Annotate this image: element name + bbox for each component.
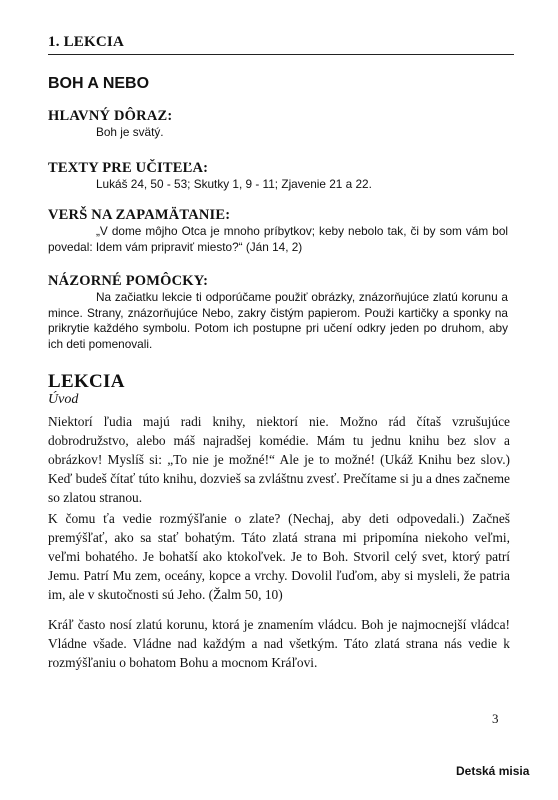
emphasis-heading: HLAVNÝ DÔRAZ: — [48, 108, 173, 124]
teacher-texts-text: Lukáš 24, 50 - 53; Skutky 1, 9 - 11; Zjavenie 21 a 22. — [96, 177, 372, 191]
lesson-heading: LEKCIA — [48, 371, 125, 392]
visual-aids-text: Na začiatku lekcie ti odporúčame použiť obrázky, znázorňujúce zlatú korunu a mince. Strany, znázorňujúce Nebo, zakry čistým papierom. Použi kartičky a sponky na prikrytie každého symbolu. Potom ich postupne pri učení odkry jeden po druhom, aby ich deti pomenovali. — [48, 290, 508, 351]
emphasis-text: Boh je svätý. — [96, 125, 164, 139]
lesson-header — [48, 34, 514, 55]
page-title: BOH A NEBO — [48, 75, 150, 92]
memory-verse-section — [48, 207, 508, 255]
teacher-texts-section — [48, 160, 508, 193]
lesson-label: 1. LEKCIA — [48, 34, 124, 50]
memory-verse-text: „V dome môjho Otca je mnoho príbytkov; keby nebolo tak, či by som vám bol povedal: Idem vám pripraviť miesto?“ (Ján 14, 2) — [48, 224, 508, 254]
visual-aids-heading: NÁZORNÉ POMÔCKY: — [48, 273, 209, 289]
emphasis-section — [48, 108, 508, 141]
lesson-paragraph: Niektorí ľudia majú radi knihy, niektorí nie. Možno rád čítaš vzrušujúce dobrodružstvo, alebo máš najradšej komédie. Mám tu jednu knihu bez slov a obrázkov! Myslíš si: „To nie je možné!“ Ale je to možné! (Ukáž Knihu bez slov.) Keď budeš čítať túto knihu, dozvieš sa zvláštnu zvesť. Prečítame si ju a dnes začneme so zlatou stranou. — [48, 414, 510, 505]
page-number: 3 — [492, 711, 499, 726]
lesson-subheading: Úvod — [48, 392, 79, 407]
lesson-paragraph: K čomu ťa vedie rozmýšľanie o zlate? (Nechaj, aby deti odpovedali.) Začneš premýšľať, ako sa stať bohatým. Táto zlatá strana mi pripomína niekoho veľmi, veľmi bohatého. Je bohatší ako ktokoľvek. Je to Boh. Stvoril celý svet, ktorý patrí Jemu. Patrí Mu zem, oceány, kopce a vrchy. Dovolil ľuďom, aby si mysleli, že patria im, ale v skutočnosti sú Jeho. (Žalm 50, 10) — [48, 511, 510, 602]
memory-verse-heading: VERŠ NA ZAPAMÄTANIE: — [48, 207, 231, 223]
lesson-paragraph: Kráľ často nosí zlatú korunu, ktorá je znamením vládcu. Boh je najmocnejší vládca! Vládne všade. Vládne nad každým a nad všetkým. Táto zlatá strana nás vedie k rozmýšľaniu o bohatom Bohu a mocnom Kráľovi. — [48, 617, 510, 670]
visual-aids-section — [48, 273, 508, 352]
teacher-texts-heading: TEXTY PRE UČITEĽA: — [48, 160, 209, 176]
footer-brand: Detská misia — [456, 764, 530, 778]
